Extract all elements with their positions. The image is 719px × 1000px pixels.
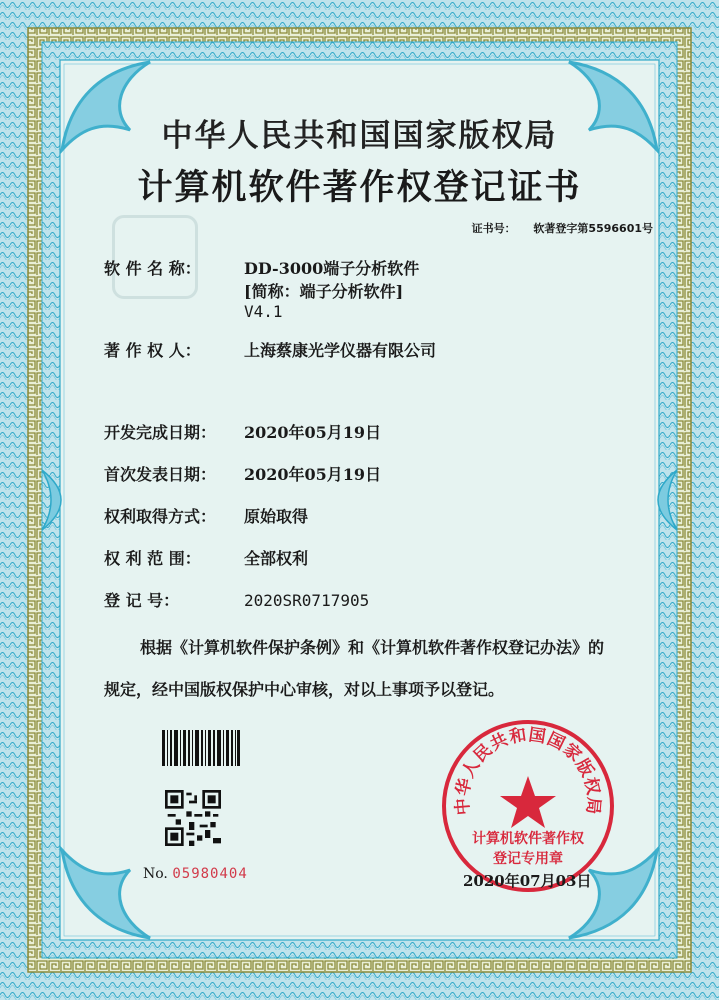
row-owner	[104, 338, 436, 361]
software-version: V4.1	[244, 302, 283, 321]
pub-date-label: 首次发表日期：	[104, 465, 217, 484]
seal-star-icon	[500, 776, 556, 828]
scope-label: 权 利 范 围：	[104, 549, 201, 568]
software-name-label: 软 件 名 称：	[104, 259, 201, 278]
row-pub-date	[104, 462, 381, 485]
owner: 上海蔡康光学仪器有限公司	[244, 341, 437, 360]
row-software-name	[104, 256, 419, 279]
issue-date: 2020年07月03日	[463, 872, 592, 890]
rights-scope: 全部权利	[244, 549, 309, 568]
seal-line-2: 登记专用章	[493, 851, 563, 867]
registration-label: 登 记 号：	[104, 591, 180, 610]
certificate-number-label: 证书号：	[471, 222, 516, 235]
certificate-title: 计算机软件著作权登记证书	[137, 167, 582, 208]
software-name: DD-3000端子分析软件	[244, 259, 420, 278]
serial-value: 05980404	[172, 866, 248, 882]
acquire-label: 权利取得方式：	[104, 507, 217, 526]
row-scope	[104, 546, 308, 569]
dev-date-label: 开发完成日期：	[104, 423, 217, 442]
serial-prefix: No.	[143, 866, 168, 882]
acquire-method: 原始取得	[244, 507, 309, 526]
certificate-number	[472, 220, 653, 236]
row-software-short	[244, 279, 403, 302]
pub-date: 2020年05月19日	[244, 465, 382, 484]
seal-arc-text: 中华人民共和国国家版权局	[452, 725, 604, 816]
qr-code	[165, 790, 221, 846]
dev-date: 2020年05月19日	[244, 423, 382, 442]
certificate-number-value: 软著登字第5596601号	[533, 222, 653, 235]
registration-number: 2020SR0717905	[244, 591, 370, 610]
issuing-authority: 中华人民共和国国家版权局	[161, 118, 558, 154]
row-version	[244, 302, 283, 321]
statement-line-1: 根据《计算机软件保护条例》和《计算机软件著作权登记办法》的	[140, 638, 605, 657]
seal-line-1: 计算机软件著作权	[472, 831, 584, 847]
row-acquire	[104, 504, 308, 527]
row-dev-date	[104, 420, 381, 443]
barcode	[162, 730, 240, 766]
row-registration	[104, 588, 369, 611]
serial-number	[143, 866, 248, 882]
software-short-name: [简称：端子分析软件]	[244, 282, 404, 301]
statement-line-2: 规定，经中国版权保护中心审核，对以上事项予以登记。	[104, 680, 505, 699]
owner-label: 著 作 权 人：	[104, 341, 201, 360]
